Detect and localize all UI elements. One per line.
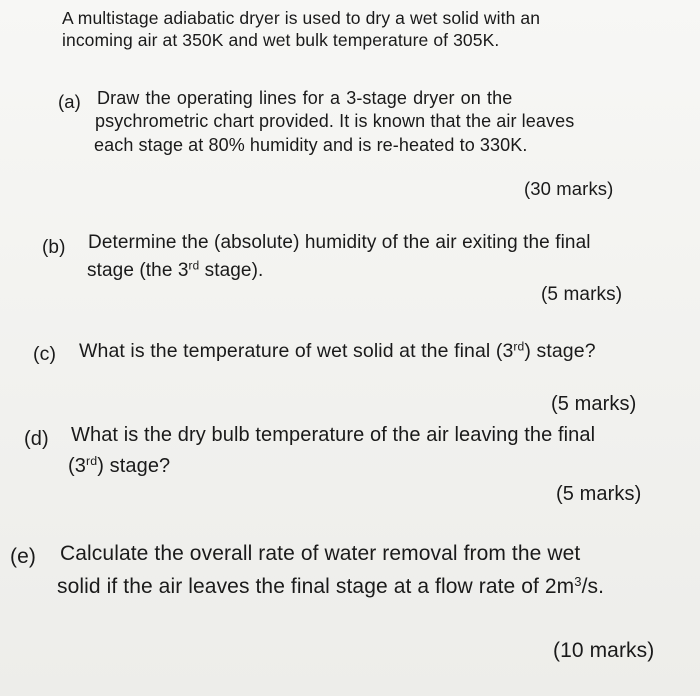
question-a-line-2: psychrometric chart provided. It is known that the air leaves [95,111,575,131]
question-c-line-1-sup: rd [513,339,525,354]
question-d-line-1: What is the dry bulb temperature of the air leaving the final [71,424,596,446]
question-c-line-1-post: ) stage? [524,340,596,362]
question-e-line-2-sup: 3 [574,573,582,589]
question-a-line-3: each stage at 80% humidity and is re-heated to 330K. [94,135,528,155]
intro-line-1: A multistage adiabatic dryer is used to dry a wet solid with an [62,8,541,28]
question-b-line-2 [87,260,263,282]
question-b-line-1: Determine the (absolute) humidity of the air exiting the final [88,232,591,253]
question-d-marks: (5 marks) [556,483,642,505]
question-d-line-2-post: ) stage? [97,455,171,477]
question-d-label: (d) [24,428,49,450]
intro-line-2: incoming air at 350K and wet bulk temperature of 305K. [62,30,500,50]
question-d-line-2-pre: (3 [68,455,86,477]
question-e-marks: (10 marks) [553,639,655,662]
question-e-line-1: Calculate the overall rate of water removal from the wet [60,542,581,565]
question-b-line-2-sup: rd [188,259,200,273]
question-a-marks: (30 marks) [524,178,614,199]
question-c-marks: (5 marks) [551,393,637,415]
question-a-label: (a) [58,91,81,112]
question-b-line-2-post: stage). [199,260,264,281]
question-b-label: (b) [42,237,66,258]
question-e-line-2-pre: solid if the air leaves the final stage at a flow rate of 2m [57,575,575,598]
question-c-label: (c) [33,343,57,365]
question-b-line-2-pre: stage (the 3 [87,260,189,281]
question-e-label: (e) [10,545,36,568]
question-b-marks: (5 marks) [541,284,623,305]
question-d-line-2-sup: rd [85,454,98,469]
question-a-line-1: Draw the operating lines for a 3-stage dryer on the [97,88,513,108]
question-e-line-2 [57,573,605,598]
question-c-line-1 [79,340,596,362]
question-e-line-2-post: /s. [581,575,605,598]
question-d-line-2 [68,455,170,477]
question-c-line-1-pre: What is the temperature of wet solid at the final (3 [79,340,514,362]
